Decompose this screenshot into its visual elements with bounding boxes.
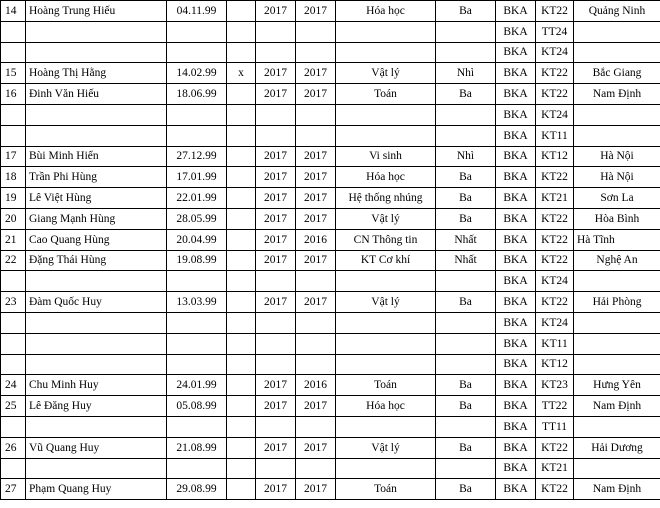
student-name-cell: Cao Quang Hùng xyxy=(26,229,167,250)
table-row xyxy=(1,375,660,396)
subject-cell: Toán xyxy=(336,84,436,105)
date-of-birth-cell: 22.01.99 xyxy=(167,188,227,209)
program-code-cell: KT24 xyxy=(536,312,574,333)
female-mark-cell xyxy=(227,292,256,313)
school-code-cell: BKA xyxy=(496,104,536,125)
student-name-cell: Hoàng Thị Hằng xyxy=(26,63,167,84)
year-b-cell xyxy=(296,21,336,42)
date-of-birth-cell: 04.11.99 xyxy=(167,1,227,22)
table-row xyxy=(1,63,660,84)
year-a-cell: 2017 xyxy=(256,1,296,22)
student-name-cell: Chu Minh Huy xyxy=(26,375,167,396)
date-of-birth-cell: 14.02.99 xyxy=(167,63,227,84)
year-b-cell xyxy=(296,312,336,333)
date-of-birth-cell xyxy=(167,104,227,125)
date-of-birth-cell: 27.12.99 xyxy=(167,146,227,167)
prize-cell: Ba xyxy=(436,479,496,500)
female-mark-cell xyxy=(227,104,256,125)
student-name-cell xyxy=(26,333,167,354)
prize-cell xyxy=(436,312,496,333)
female-mark-cell xyxy=(227,333,256,354)
date-of-birth-cell xyxy=(167,354,227,375)
province-cell: Nam Định xyxy=(574,479,660,500)
year-a-cell xyxy=(256,271,296,292)
prize-cell xyxy=(436,42,496,63)
school-code-cell: BKA xyxy=(496,125,536,146)
province-cell xyxy=(574,21,660,42)
prize-cell xyxy=(436,21,496,42)
row-number-cell: 20 xyxy=(1,208,26,229)
subject-cell: Vật lý xyxy=(336,292,436,313)
school-code-cell: BKA xyxy=(496,437,536,458)
school-code-cell: BKA xyxy=(496,84,536,105)
program-code-cell: KT22 xyxy=(536,208,574,229)
year-a-cell xyxy=(256,312,296,333)
student-name-cell: Lê Đăng Huy xyxy=(26,396,167,417)
date-of-birth-cell: 18.06.99 xyxy=(167,84,227,105)
province-cell xyxy=(574,42,660,63)
row-number-cell: 14 xyxy=(1,1,26,22)
female-mark-cell xyxy=(227,229,256,250)
year-a-cell: 2017 xyxy=(256,84,296,105)
student-name-cell: Vũ Quang Huy xyxy=(26,437,167,458)
school-code-cell: BKA xyxy=(496,396,536,417)
province-cell xyxy=(574,312,660,333)
female-mark-cell xyxy=(227,146,256,167)
subject-cell: Vật lý xyxy=(336,63,436,84)
student-name-cell xyxy=(26,416,167,437)
subject-cell: Toán xyxy=(336,375,436,396)
date-of-birth-cell xyxy=(167,333,227,354)
student-name-cell xyxy=(26,42,167,63)
prize-cell: Ba xyxy=(436,84,496,105)
program-code-cell: TT11 xyxy=(536,416,574,437)
female-mark-cell xyxy=(227,416,256,437)
school-code-cell: BKA xyxy=(496,63,536,84)
subject-cell: Toán xyxy=(336,479,436,500)
female-mark-cell xyxy=(227,84,256,105)
row-number-cell: 16 xyxy=(1,84,26,105)
school-code-cell: BKA xyxy=(496,312,536,333)
year-a-cell xyxy=(256,333,296,354)
year-b-cell: 2017 xyxy=(296,437,336,458)
table-row xyxy=(1,84,660,105)
prize-cell: Ba xyxy=(436,167,496,188)
student-name-cell: Đặng Thái Hùng xyxy=(26,250,167,271)
table-row xyxy=(1,188,660,209)
date-of-birth-cell: 05.08.99 xyxy=(167,396,227,417)
row-number-cell: 24 xyxy=(1,375,26,396)
province-cell: Nam Định xyxy=(574,396,660,417)
table-row xyxy=(1,354,660,375)
row-number-cell: 21 xyxy=(1,229,26,250)
row-number-cell: 25 xyxy=(1,396,26,417)
year-b-cell xyxy=(296,354,336,375)
row-number-cell xyxy=(1,354,26,375)
prize-cell: Ba xyxy=(436,437,496,458)
student-name-cell: Trần Phi Hùng xyxy=(26,167,167,188)
province-cell: Sơn La xyxy=(574,188,660,209)
year-b-cell: 2016 xyxy=(296,229,336,250)
subject-cell xyxy=(336,271,436,292)
row-number-cell xyxy=(1,125,26,146)
year-a-cell: 2017 xyxy=(256,229,296,250)
province-cell: Hải Phòng xyxy=(574,292,660,313)
province-cell: Hòa Bình xyxy=(574,208,660,229)
year-a-cell xyxy=(256,21,296,42)
school-code-cell: BKA xyxy=(496,250,536,271)
year-b-cell xyxy=(296,333,336,354)
row-number-cell: 22 xyxy=(1,250,26,271)
province-cell: Nghệ An xyxy=(574,250,660,271)
subject-cell xyxy=(336,21,436,42)
table-row xyxy=(1,167,660,188)
date-of-birth-cell xyxy=(167,125,227,146)
year-b-cell: 2017 xyxy=(296,146,336,167)
year-b-cell: 2017 xyxy=(296,84,336,105)
table-body xyxy=(1,1,660,500)
row-number-cell: 18 xyxy=(1,167,26,188)
province-cell: Bắc Giang xyxy=(574,63,660,84)
province-cell: Hải Dương xyxy=(574,437,660,458)
school-code-cell: BKA xyxy=(496,208,536,229)
date-of-birth-cell: 28.05.99 xyxy=(167,208,227,229)
year-b-cell: 2017 xyxy=(296,188,336,209)
program-code-cell: KT22 xyxy=(536,63,574,84)
prize-cell: Ba xyxy=(436,188,496,209)
program-code-cell: TT22 xyxy=(536,396,574,417)
date-of-birth-cell xyxy=(167,21,227,42)
school-code-cell: BKA xyxy=(496,292,536,313)
school-code-cell: BKA xyxy=(496,1,536,22)
year-a-cell xyxy=(256,42,296,63)
date-of-birth-cell: 13.03.99 xyxy=(167,292,227,313)
subject-cell xyxy=(336,104,436,125)
date-of-birth-cell: 21.08.99 xyxy=(167,437,227,458)
subject-cell: Hệ thống nhúng xyxy=(336,188,436,209)
prize-cell: Ba xyxy=(436,292,496,313)
subject-cell xyxy=(336,333,436,354)
date-of-birth-cell: 20.04.99 xyxy=(167,229,227,250)
province-cell xyxy=(574,333,660,354)
row-number-cell xyxy=(1,104,26,125)
table-row xyxy=(1,42,660,63)
province-cell xyxy=(574,416,660,437)
province-cell xyxy=(574,104,660,125)
student-name-cell: Lê Việt Hùng xyxy=(26,188,167,209)
subject-cell: Hóa học xyxy=(336,396,436,417)
prize-cell: Nhất xyxy=(436,250,496,271)
table-row xyxy=(1,104,660,125)
table-row xyxy=(1,312,660,333)
student-name-cell: Bùi Minh Hiển xyxy=(26,146,167,167)
row-number-cell xyxy=(1,416,26,437)
province-cell: Hà Nội xyxy=(574,146,660,167)
female-mark-cell xyxy=(227,375,256,396)
year-b-cell: 2017 xyxy=(296,479,336,500)
prize-cell xyxy=(436,416,496,437)
student-name-cell: Hoàng Trung Hiếu xyxy=(26,1,167,22)
female-mark-cell xyxy=(227,354,256,375)
subject-cell xyxy=(336,458,436,479)
province-cell xyxy=(574,354,660,375)
table-row xyxy=(1,437,660,458)
female-mark-cell xyxy=(227,167,256,188)
subject-cell xyxy=(336,354,436,375)
program-code-cell: KT21 xyxy=(536,458,574,479)
female-mark-cell xyxy=(227,312,256,333)
table-row xyxy=(1,479,660,500)
prize-cell: Ba xyxy=(436,1,496,22)
program-code-cell: KT24 xyxy=(536,42,574,63)
program-code-cell: TT24 xyxy=(536,21,574,42)
prize-cell: Nhì xyxy=(436,63,496,84)
program-code-cell: KT11 xyxy=(536,125,574,146)
prize-cell xyxy=(436,458,496,479)
female-mark-cell xyxy=(227,479,256,500)
program-code-cell: KT22 xyxy=(536,167,574,188)
school-code-cell: BKA xyxy=(496,229,536,250)
female-mark-cell xyxy=(227,21,256,42)
date-of-birth-cell: 29.08.99 xyxy=(167,479,227,500)
year-a-cell: 2017 xyxy=(256,188,296,209)
row-number-cell xyxy=(1,458,26,479)
year-a-cell: 2017 xyxy=(256,63,296,84)
row-number-cell: 17 xyxy=(1,146,26,167)
female-mark-cell xyxy=(227,188,256,209)
student-name-cell xyxy=(26,458,167,479)
school-code-cell: BKA xyxy=(496,333,536,354)
school-code-cell: BKA xyxy=(496,479,536,500)
row-number-cell xyxy=(1,21,26,42)
program-code-cell: KT24 xyxy=(536,271,574,292)
row-number-cell xyxy=(1,312,26,333)
table-row xyxy=(1,1,660,22)
prize-cell xyxy=(436,333,496,354)
prize-cell: Ba xyxy=(436,396,496,417)
province-cell xyxy=(574,125,660,146)
female-mark-cell xyxy=(227,250,256,271)
year-b-cell xyxy=(296,271,336,292)
program-code-cell: KT22 xyxy=(536,479,574,500)
date-of-birth-cell xyxy=(167,312,227,333)
year-b-cell xyxy=(296,42,336,63)
row-number-cell: 15 xyxy=(1,63,26,84)
subject-cell: Hóa học xyxy=(336,1,436,22)
table-row xyxy=(1,250,660,271)
subject-cell: Vật lý xyxy=(336,437,436,458)
year-b-cell: 2017 xyxy=(296,292,336,313)
subject-cell xyxy=(336,42,436,63)
school-code-cell: BKA xyxy=(496,21,536,42)
subject-cell: Vật lý xyxy=(336,208,436,229)
year-a-cell xyxy=(256,416,296,437)
student-name-cell xyxy=(26,104,167,125)
year-a-cell: 2017 xyxy=(256,250,296,271)
female-mark-cell xyxy=(227,42,256,63)
province-cell xyxy=(574,458,660,479)
date-of-birth-cell xyxy=(167,458,227,479)
year-a-cell xyxy=(256,458,296,479)
program-code-cell: KT21 xyxy=(536,188,574,209)
student-name-cell xyxy=(26,312,167,333)
year-b-cell: 2017 xyxy=(296,1,336,22)
student-name-cell xyxy=(26,354,167,375)
prize-cell xyxy=(436,104,496,125)
year-b-cell: 2017 xyxy=(296,396,336,417)
school-code-cell: BKA xyxy=(496,354,536,375)
school-code-cell: BKA xyxy=(496,146,536,167)
table-row xyxy=(1,416,660,437)
date-of-birth-cell: 19.08.99 xyxy=(167,250,227,271)
student-name-cell xyxy=(26,125,167,146)
female-mark-cell: x xyxy=(227,63,256,84)
school-code-cell: BKA xyxy=(496,167,536,188)
province-cell xyxy=(574,271,660,292)
school-code-cell: BKA xyxy=(496,42,536,63)
date-of-birth-cell: 17.01.99 xyxy=(167,167,227,188)
female-mark-cell xyxy=(227,208,256,229)
program-code-cell: KT23 xyxy=(536,375,574,396)
program-code-cell: KT24 xyxy=(536,104,574,125)
program-code-cell: KT12 xyxy=(536,146,574,167)
year-a-cell: 2017 xyxy=(256,437,296,458)
prize-cell xyxy=(436,354,496,375)
year-b-cell: 2017 xyxy=(296,250,336,271)
subject-cell: CN Thông tin xyxy=(336,229,436,250)
prize-cell: Nhất xyxy=(436,229,496,250)
program-code-cell: KT22 xyxy=(536,292,574,313)
row-number-cell: 27 xyxy=(1,479,26,500)
date-of-birth-cell xyxy=(167,271,227,292)
province-cell: Hưng Yên xyxy=(574,375,660,396)
female-mark-cell xyxy=(227,1,256,22)
year-b-cell xyxy=(296,458,336,479)
female-mark-cell xyxy=(227,437,256,458)
female-mark-cell xyxy=(227,396,256,417)
year-b-cell xyxy=(296,104,336,125)
prize-cell: Ba xyxy=(436,208,496,229)
subject-cell: Vi sinh xyxy=(336,146,436,167)
row-number-cell xyxy=(1,271,26,292)
prize-cell xyxy=(436,125,496,146)
student-name-cell xyxy=(26,21,167,42)
table-row xyxy=(1,271,660,292)
province-cell: Nam Định xyxy=(574,84,660,105)
student-name-cell: Giang Mạnh Hùng xyxy=(26,208,167,229)
student-name-cell: Đinh Văn Hiếu xyxy=(26,84,167,105)
table-row xyxy=(1,208,660,229)
subject-cell xyxy=(336,312,436,333)
province-cell: Hà Tĩnh xyxy=(574,229,660,250)
year-b-cell xyxy=(296,125,336,146)
female-mark-cell xyxy=(227,271,256,292)
row-number-cell: 26 xyxy=(1,437,26,458)
program-code-cell: KT22 xyxy=(536,1,574,22)
female-mark-cell xyxy=(227,458,256,479)
year-a-cell: 2017 xyxy=(256,375,296,396)
school-code-cell: BKA xyxy=(496,188,536,209)
row-number-cell xyxy=(1,333,26,354)
row-number-cell: 19 xyxy=(1,188,26,209)
subject-cell xyxy=(336,416,436,437)
year-a-cell: 2017 xyxy=(256,479,296,500)
row-number-cell: 23 xyxy=(1,292,26,313)
year-a-cell: 2017 xyxy=(256,396,296,417)
table-row xyxy=(1,229,660,250)
program-code-cell: KT22 xyxy=(536,250,574,271)
prize-cell: Ba xyxy=(436,375,496,396)
prize-cell: Nhì xyxy=(436,146,496,167)
subject-cell: KT Cơ khí xyxy=(336,250,436,271)
school-code-cell: BKA xyxy=(496,375,536,396)
year-b-cell: 2016 xyxy=(296,375,336,396)
date-of-birth-cell xyxy=(167,416,227,437)
program-code-cell: KT22 xyxy=(536,437,574,458)
program-code-cell: KT22 xyxy=(536,229,574,250)
table-row xyxy=(1,458,660,479)
program-code-cell: KT12 xyxy=(536,354,574,375)
student-name-cell: Đàm Quốc Huy xyxy=(26,292,167,313)
school-code-cell: BKA xyxy=(496,271,536,292)
year-b-cell: 2017 xyxy=(296,167,336,188)
table-row xyxy=(1,333,660,354)
table-row xyxy=(1,396,660,417)
year-a-cell xyxy=(256,104,296,125)
table-row xyxy=(1,21,660,42)
year-a-cell: 2017 xyxy=(256,167,296,188)
year-a-cell: 2017 xyxy=(256,292,296,313)
school-code-cell: BKA xyxy=(496,458,536,479)
table-row xyxy=(1,146,660,167)
program-code-cell: KT22 xyxy=(536,84,574,105)
school-code-cell: BKA xyxy=(496,416,536,437)
year-a-cell: 2017 xyxy=(256,146,296,167)
row-number-cell xyxy=(1,42,26,63)
female-mark-cell xyxy=(227,125,256,146)
province-cell: Hà Nội xyxy=(574,167,660,188)
subject-cell: Hóa học xyxy=(336,167,436,188)
year-b-cell xyxy=(296,416,336,437)
province-cell: Quảng Ninh xyxy=(574,1,660,22)
year-b-cell: 2017 xyxy=(296,208,336,229)
table-row xyxy=(1,125,660,146)
student-name-cell xyxy=(26,271,167,292)
student-name-cell: Phạm Quang Huy xyxy=(26,479,167,500)
prize-cell xyxy=(436,271,496,292)
year-b-cell: 2017 xyxy=(296,63,336,84)
program-code-cell: KT11 xyxy=(536,333,574,354)
table-row xyxy=(1,292,660,313)
year-a-cell: 2017 xyxy=(256,208,296,229)
subject-cell xyxy=(336,125,436,146)
year-a-cell xyxy=(256,354,296,375)
date-of-birth-cell xyxy=(167,42,227,63)
year-a-cell xyxy=(256,125,296,146)
date-of-birth-cell: 24.01.99 xyxy=(167,375,227,396)
